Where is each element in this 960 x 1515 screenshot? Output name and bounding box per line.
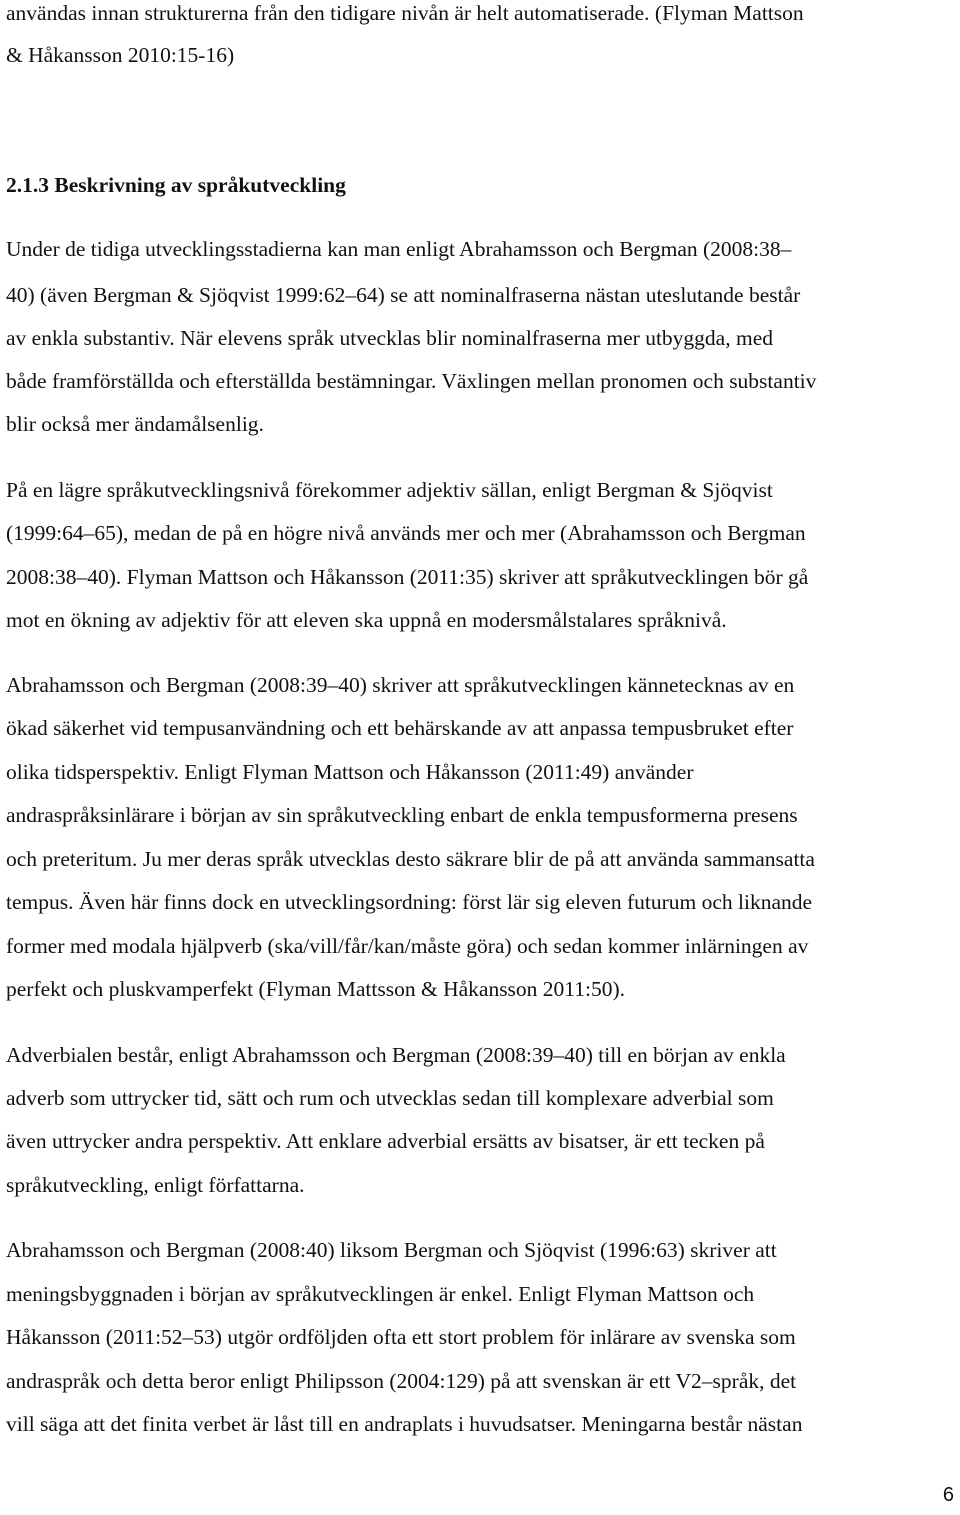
paragraph-line: språkutveckling, enligt författarna. — [6, 1173, 305, 1197]
paragraph-line: vill säga att det finita verbet är låst till en andraplats i huvudsatser. Meningarna består nästan — [6, 1412, 803, 1436]
paragraph-line: och preteritum. Ju mer deras språk utvecklas desto säkrare blir de på att använda sammansatta — [6, 847, 815, 871]
intro-line: & Håkansson 2010:15-16) — [6, 43, 235, 67]
paragraph-line: På en lägre språkutvecklingsnivå förekommer adjektiv sällan, enligt Bergman & Sjöqvist — [6, 478, 773, 502]
section-heading: 2.1.3 Beskrivning av språkutveckling — [6, 173, 346, 197]
paragraph-line: adverb som uttrycker tid, sätt och rum och utvecklas sedan till komplexare adverbial som — [6, 1086, 774, 1110]
paragraph-line: Abrahamsson och Bergman (2008:40) liksom Bergman och Sjöqvist (1996:63) skriver att — [6, 1238, 777, 1262]
paragraph-line: 2008:38–40). Flyman Mattson och Håkansson (2011:35) skriver att språkutvecklingen bör gå — [6, 565, 809, 589]
paragraph-line: perfekt och pluskvamperfekt (Flyman Mattsson & Håkansson 2011:50). — [6, 977, 626, 1001]
paragraph-line: blir också mer ändamålsenlig. — [6, 412, 264, 436]
paragraph-line: Under de tidiga utvecklingsstadierna kan man enligt Abrahamsson och Bergman (2008:38– — [6, 237, 792, 261]
paragraph-line: Håkansson (2011:52–53) utgör ordföljden ofta ett stort problem för inlärare av svenska som — [6, 1325, 796, 1349]
paragraph-line: olika tidsperspektiv. Enligt Flyman Mattson och Håkansson (2011:49) använder — [6, 760, 694, 784]
intro-line: användas innan strukturerna från den tidigare nivån är helt automatiserade. (Flyman Mattson — [6, 1, 804, 25]
paragraph-line: Abrahamsson och Bergman (2008:39–40) skriver att språkutvecklingen kännetecknas av en — [6, 673, 795, 697]
paragraph-line: andraspråksinlärare i början av sin språkutveckling enbart de enkla tempusformerna presens — [6, 803, 798, 827]
paragraph-line: former med modala hjälpverb (ska/vill/får/kan/måste göra) och sedan kommer inlärningen av — [6, 934, 809, 958]
paragraph-line: 40) (även Bergman & Sjöqvist 1999:62–64) se att nominalfraserna nästan uteslutande består — [6, 283, 801, 307]
paragraph-line: tempus. Även här finns dock en utvecklingsordning: först lär sig eleven futurum och liknande — [6, 890, 813, 914]
paragraph-line: (1999:64–65), medan de på en högre nivå används mer och mer (Abrahamsson och Bergman — [6, 521, 806, 545]
paragraph-line: andraspråk och detta beror enligt Philipsson (2004:129) på att svenskan är ett V2–språk, det — [6, 1369, 797, 1393]
paragraph-line: mot en ökning av adjektiv för att eleven ska uppnå en modersmålstalares språknivå. — [6, 608, 727, 632]
paragraph-line: ökad säkerhet vid tempusanvändning och ett behärskande av att anpassa tempusbruket efter — [6, 716, 794, 740]
paragraph-line: av enkla substantiv. När elevens språk utvecklas blir nominalfraserna mer utbyggda, med — [6, 326, 773, 350]
paragraph-line: även uttrycker andra perspektiv. Att enklare adverbial ersätts av bisatser, är ett tecken på — [6, 1129, 765, 1153]
paragraph-line: Adverbialen består, enligt Abrahamsson och Bergman (2008:39–40) till en början av enkla — [6, 1043, 786, 1067]
paragraph-line: meningsbyggnaden i början av språkutvecklingen är enkel. Enligt Flyman Mattson och — [6, 1282, 755, 1306]
paragraph-line: både framförställda och efterställda bestämningar. Växlingen mellan pronomen och substantiv — [6, 369, 817, 393]
page-number: 6 — [942, 1484, 954, 1506]
